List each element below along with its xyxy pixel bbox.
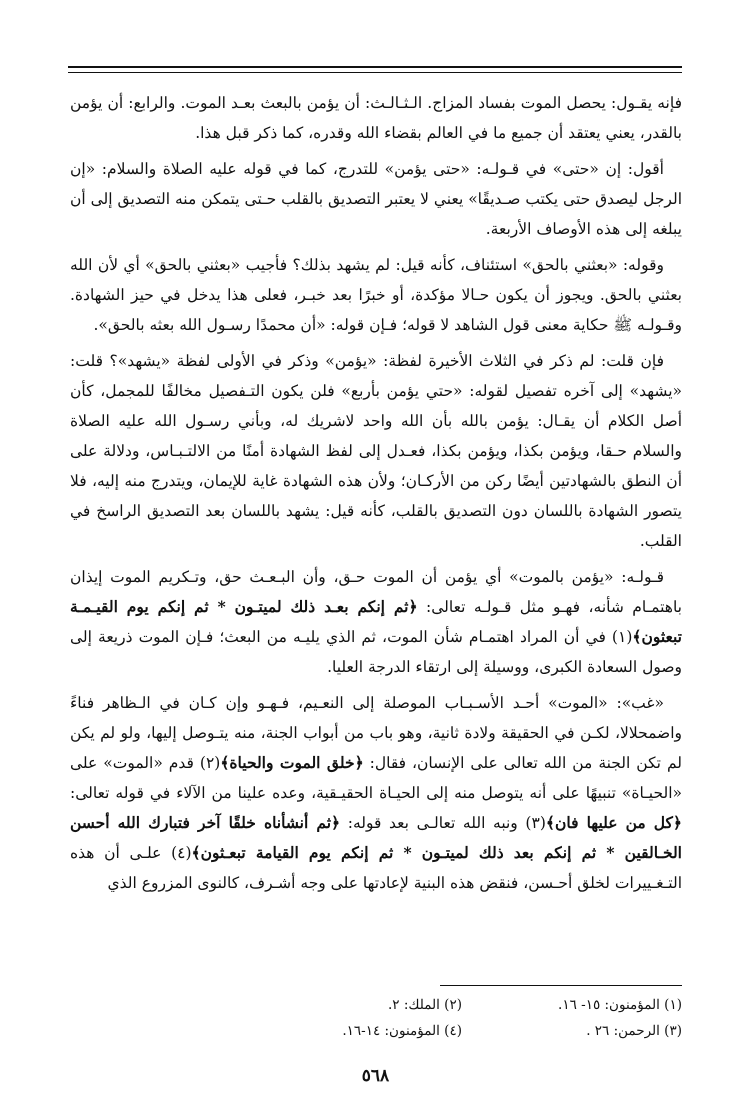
quran-verse: ﴿ثم إنكم بعـد ذلك لميتـون * ثم إنكم يوم القيـمـة تبعثون﴾ xyxy=(70,597,682,646)
footnote: (٤) المؤمنون: ١٤-١٦. xyxy=(342,1023,462,1039)
paragraph-5-text: قـولـه: «يؤمن بالموت» أي يؤمن أن الموت حـق، وأن البـعـث حق، وتـكريم الموت إيذان باهتمـام شأنه، فهـو مثل قـولـه تعالى: xyxy=(70,568,682,616)
paragraph-3: وقوله: «بعثني بالحق» استئناف، كأنه قيل: لم يشهد بذلك؟ فأجيب «بعثني بالحق» أي لأن الله بعثني بالحق. ويجوز أن يكون حـالا مؤكدة، أو خبرًا بعد خبـر، فعلى هذا يدخل في حيز الشهادة. وقـولـه ﷺ حكاية معنى قول الشاهد لا قوله؛ فـإن قوله: «أن محمدًا رسـول الله بعثه بالحق». xyxy=(70,256,682,334)
footnote-rule xyxy=(440,985,682,986)
paragraph-6-text: «غب»: «الموت» أحـد الأسـبـاب الموصلة إلى النعـيم، فـهـو وإن كـان في الـظاهر فناءً واضمحلالا، لكـن في الحقيقة ولادة ثانية، وهو باب من أبواب الجنة، منه يتـوصل إليها، ولو لم يكن لم تكن الجنة من الله تعالى على الإنسان، فقال: xyxy=(70,694,682,772)
paragraph-4: فإن قلت: لم ذكر في الثلاث الأخيرة لفظة: «يؤمن» وذكر في الأولى لفظة «يشهد»؟ قلت: «يشهد» إلى آخره تفصيل لقوله: «حتي يؤمن بأربع» فلن يكون التـفصيل مخالفًا للمجمل، كأن أصل الكلام أن يقـال: يؤمن بالله بأن الله واحد لاشريك له، وبأني رسـول الله عليه الصلاة والسلام حـقا، ويؤمن بكذا، ويؤمن بكذا، فعـدل إلى لفظ الشهادة أمنًا من الالتـبـاس، ودلالة على أن النطق بالشهادتين أيضًا ركن من الأركـان؛ ولأن هذه الشهادة غاية للإيمان، ويتدرج منه إليه، فلا يتصور الشهادة باللسان دون التصديق بالقلب، كأنه قيل: يشهد باللسان بعد التصديق الراسخ في القلب. xyxy=(70,352,682,550)
paragraph-5 xyxy=(70,562,682,682)
paragraph-1: فإنه يقـول: يحصل الموت بفساد المزاج. الـثـالـث: أن يؤمن بالبعث بعـد الموت. والرابع: أن يؤمن بالقدر، يعني يعتقد أن جميع ما في العالم بقضاء الله وقدره، كما ذكر قبل هذا. xyxy=(70,94,682,142)
paragraph-6-text: (٢) قدم «الموت» على «الحيـاة» تنبيهًا على أنه يتوصل منه إلى الحيـاة الحقيـقية، وعده علينا من الآلاء في قوله تعالى: xyxy=(70,754,682,802)
footnote-row xyxy=(250,1018,682,1044)
quran-verse: ﴿ثم أنشأناه خلقًا آخر فتبارك الله أحسن الخـالقين * ثم إنكم بعد ذلك لميتـون * ثم إنكم يوم القيامة تبعـثون﴾ xyxy=(70,813,682,862)
paragraph-6-text: (٣) ونبه الله تعالـى بعد قوله: xyxy=(340,814,546,832)
page-number: ٥٦٨ xyxy=(361,1066,390,1086)
paragraph-6-text: (٤) علـى أن هذه التـغـييرات لخلق أحـسن، فنقض هذه البنية لإعادتها على وجه أشـرف، كالنوى المزروع الذي xyxy=(70,844,682,892)
paragraph-6 xyxy=(70,688,682,898)
paragraph-5-text-after: (١) في أن المراد اهتمـام شأن الموت، ثم الذي يليـه من البعث؛ فـإن الموت ذريعة إلى وصول السعادة الكبرى، ووسيلة إلى ارتقاء الدرجة العليا. xyxy=(70,628,682,676)
header-rule xyxy=(68,66,682,68)
footnote: (٣) الرحمن: ٢٦ . xyxy=(586,1023,682,1039)
quran-verse: ﴿خلق الموت والحياة﴾ xyxy=(220,753,364,772)
footnotes xyxy=(250,992,682,1044)
footnote-row xyxy=(250,992,682,1018)
footnote: (١) المؤمنون: ١٥- ١٦. xyxy=(558,997,682,1013)
paragraph-2: أقول: إن «حتى» في قـولـه: «حتى يؤمن» للتدرج، كما في قوله عليه الصلاة والسلام: «إن الرجل ليصدق حتى يكتب صـديقًا» يعني لا يعتبر التصديق بالقلب حـتى يتمكن منه التصديق إلى أن يبلغه إلى هذه الأوصاف الأربعة. xyxy=(70,160,682,238)
page-body xyxy=(70,88,682,904)
header-rule-thin xyxy=(68,72,682,73)
quran-verse: ﴿كل من عليها فان﴾ xyxy=(545,813,682,832)
footnote: (٢) الملك: ٢. xyxy=(387,997,462,1013)
